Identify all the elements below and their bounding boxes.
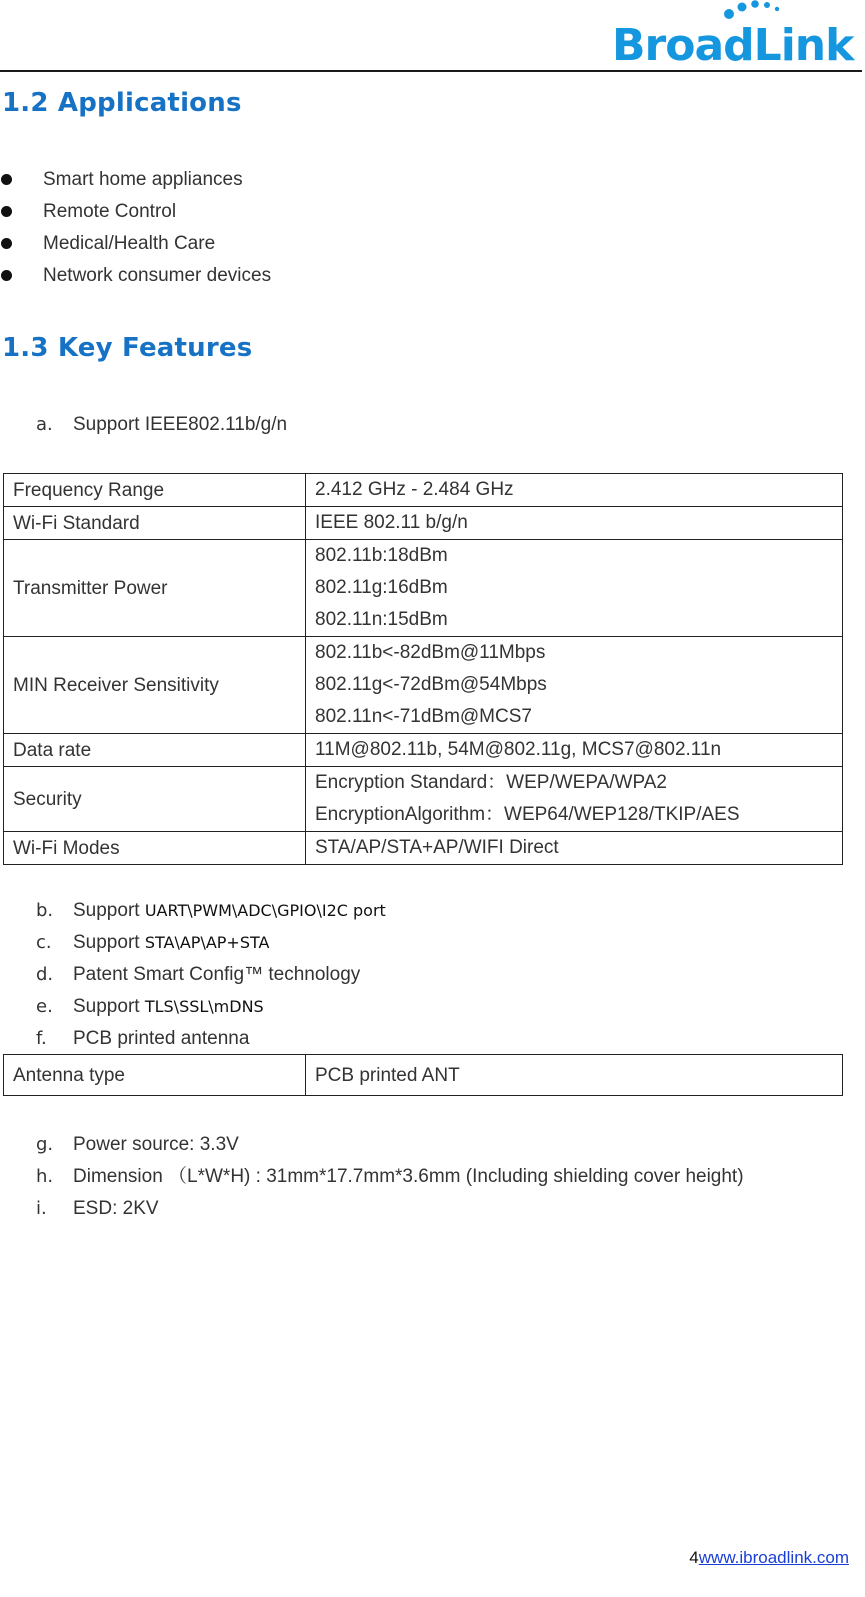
page-footer: [689, 1548, 849, 1568]
bullet-icon: [1, 206, 12, 217]
list-marker: d.: [36, 964, 54, 985]
logo-dot: [724, 9, 734, 19]
wifi-spec-table: [3, 473, 843, 865]
list-item-text: ESD: 2KV: [73, 1198, 159, 1219]
list-item: [36, 1193, 744, 1225]
spec-value-line: STA/AP/STA+AP/WIFI Direct: [315, 837, 559, 858]
spec-value: [306, 832, 843, 865]
table-row: [4, 832, 843, 865]
list-item-text: Support: [73, 900, 145, 921]
spec-key: Security: [4, 767, 306, 832]
list-item-highlight: UART\PWM\ADC\GPIO\I2C port: [144, 901, 386, 920]
spec-value: [306, 734, 843, 767]
list-item-text: Power source: 3.3V: [73, 1134, 239, 1155]
list-item-text: Patent Smart Config™ technology: [73, 964, 361, 985]
list-marker: h.: [36, 1166, 54, 1187]
spec-value-line: 802.11n<-71dBm@MCS7: [315, 706, 532, 727]
list-marker: c.: [36, 932, 52, 953]
list-item: [0, 228, 271, 260]
spec-key: Wi-Fi Modes: [4, 832, 306, 865]
spec-key: Antenna type: [4, 1055, 306, 1096]
list-item: [36, 991, 386, 1023]
bullet-icon: [1, 270, 12, 281]
key-features-heading: 1.3 Key Features: [2, 333, 253, 363]
spec-key: MIN Receiver Sensitivity: [4, 637, 306, 734]
applications-list: [0, 164, 271, 292]
feature-list-a: [36, 409, 287, 441]
logo-dot: [764, 2, 770, 8]
spec-key: Data rate: [4, 734, 306, 767]
spec-value-line: 2.412 GHz - 2.484 GHz: [315, 479, 514, 500]
broadlink-logo-graphic: [612, 0, 862, 66]
list-item: [36, 409, 287, 441]
page-header: [0, 0, 865, 74]
table-row: [4, 1055, 843, 1096]
list-item-highlight: STA\AP\AP+STA: [144, 933, 270, 952]
list-item: [36, 1023, 386, 1055]
spec-value-line: 802.11b<-82dBm@11Mbps: [315, 642, 546, 663]
spec-key: Wi-Fi Standard: [4, 507, 306, 540]
logo-dot: [738, 3, 747, 12]
list-marker: a.: [36, 414, 53, 435]
table-row: [4, 474, 843, 507]
broadlink-logo: [612, 0, 862, 66]
list-item-text: Medical/Health Care: [43, 233, 216, 254]
list-item-text: PCB printed antenna: [73, 1028, 250, 1049]
list-item-text: Dimension （L*W*H) : 31mm*17.7mm*3.6mm (Including shielding cover height): [73, 1166, 744, 1187]
spec-value: [306, 637, 843, 734]
spec-value-line: 802.11g<-72dBm@54Mbps: [315, 674, 547, 695]
list-item-text: Network consumer devices: [43, 265, 272, 286]
spec-value-line: EncryptionAlgorithm：WEP64/WEP128/TKIP/AES: [315, 804, 740, 825]
list-item: [0, 196, 271, 228]
logo-dot: [751, 0, 759, 8]
spec-value-line: 802.11n:15dBm: [315, 609, 448, 630]
table-row: [4, 540, 843, 637]
spec-value: [306, 507, 843, 540]
spec-key: Transmitter Power: [4, 540, 306, 637]
page-number: 4: [689, 1548, 699, 1567]
spec-key: Frequency Range: [4, 474, 306, 507]
list-item-text: Remote Control: [43, 201, 177, 222]
header-divider: [0, 70, 862, 72]
table-row: [4, 637, 843, 734]
list-marker: g.: [36, 1134, 54, 1155]
list-item-text: Support: [73, 996, 145, 1017]
list-item: [36, 1129, 744, 1161]
spec-value-line: IEEE 802.11 b/g/n: [315, 512, 468, 533]
list-item: [0, 164, 271, 196]
spec-value: [306, 767, 843, 832]
table-row: [4, 767, 843, 832]
bullet-icon: [1, 174, 12, 185]
spec-value: PCB printed ANT: [306, 1055, 843, 1096]
list-item-highlight: TLS\SSL\mDNS: [144, 997, 264, 1016]
list-item-text: Support: [73, 932, 145, 953]
spec-value-line: 11M@802.11b, 54M@802.11g, MCS7@802.11n: [315, 739, 722, 760]
list-marker: e.: [36, 996, 53, 1017]
list-item: [36, 895, 386, 927]
applications-heading: 1.2 Applications: [2, 88, 242, 118]
list-item: [36, 1161, 744, 1193]
feature-list-g-i: [36, 1129, 744, 1225]
spec-value-line: 802.11b:18dBm: [315, 545, 448, 566]
bullet-icon: [1, 238, 12, 249]
list-item: [36, 959, 386, 991]
list-marker: i.: [36, 1198, 47, 1219]
list-item: [0, 260, 271, 292]
spec-value: [306, 474, 843, 507]
table-row: [4, 507, 843, 540]
feature-list-b-f: [36, 895, 386, 1055]
spec-value: [306, 540, 843, 637]
list-marker: b.: [36, 900, 54, 921]
spec-value-line: 802.11g:16dBm: [315, 577, 448, 598]
logo-dot: [775, 7, 779, 11]
list-item-text: Smart home appliances: [43, 169, 243, 190]
list-item: [36, 927, 386, 959]
antenna-table: [3, 1054, 843, 1096]
spec-value-line: Encryption Standard：WEP/WEPA/WPA2: [315, 772, 667, 793]
list-marker: f.: [36, 1028, 47, 1049]
table-row: [4, 734, 843, 767]
website-link[interactable]: www.ibroadlink.com: [698, 1548, 849, 1567]
logo-wordmark: BroadLink: [612, 20, 854, 66]
list-item-text: Support IEEE802.11b/g/n: [73, 414, 288, 435]
